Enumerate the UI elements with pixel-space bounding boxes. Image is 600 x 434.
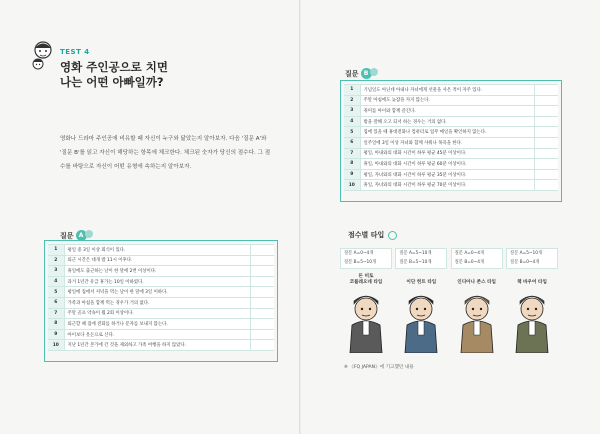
checkbox-cell[interactable] (250, 276, 274, 287)
question-number: 7 (48, 308, 64, 319)
question-text: 일주일에 3일 이상 자녀와 함께 샤워나 목욕을 한다. (360, 137, 534, 148)
type-label (451, 272, 503, 286)
question-text: 주말 아침에도 늦잠을 자지 않는다. (360, 95, 534, 106)
question-number: 10 (344, 180, 360, 191)
question-text: 과거 1년간 유급 휴가는 10일 이하였다. (64, 276, 250, 287)
question-text: 아이보다 옷돈으로 산다. (64, 329, 250, 340)
question-text: 퇴근할 때 집에 전화를 하거나 문자를 보내지 않는다. (64, 319, 250, 330)
question-row (48, 297, 274, 308)
question-number: 4 (48, 276, 64, 287)
question-row (344, 169, 558, 180)
score-range-b: 질문 B=5~10개 (344, 259, 377, 265)
book-spine (299, 0, 301, 434)
soldier-dad-illustration (510, 287, 554, 353)
question-b-badge-dot (370, 68, 378, 76)
question-number: 1 (48, 245, 64, 256)
question-number: 5 (48, 287, 64, 298)
question-text: 휴일, 아내와의 대화 시간이 하루 평균 60분 이상이다. (360, 159, 534, 170)
question-row (48, 319, 274, 330)
question-text: 취미를 아이와 함께 즐긴다. (360, 106, 534, 117)
question-row (48, 255, 274, 266)
question-row (48, 308, 274, 319)
question-text: 퇴근 시간은 대개 밤 11시 이후다. (64, 255, 250, 266)
question-b-heading (345, 68, 378, 79)
question-number: 3 (48, 266, 64, 277)
question-number: 1 (344, 85, 360, 96)
question-text: 주말 골프 약속이 월 2회 이상이다. (64, 308, 250, 319)
type-card (395, 272, 447, 353)
question-number: 9 (48, 329, 64, 340)
question-row (344, 148, 558, 159)
question-number: 4 (344, 116, 360, 127)
score-cell (506, 248, 558, 269)
question-b-label: 질문 (345, 69, 359, 78)
checkbox-cell[interactable] (250, 340, 274, 351)
checkbox-cell[interactable] (250, 308, 274, 319)
type-label (395, 272, 447, 286)
type-row (340, 272, 558, 353)
type-card (506, 272, 558, 353)
question-a-badge: A (76, 230, 87, 241)
question-number: 6 (48, 297, 64, 308)
checkbox-cell[interactable] (534, 148, 558, 159)
question-a-table (48, 244, 274, 351)
score-range-a: 질문 A=0~4개 (344, 251, 374, 256)
question-row (48, 245, 274, 256)
question-row (48, 266, 274, 277)
title-line-1: 영화 주인공으로 치면 (60, 60, 168, 74)
checkbox-cell[interactable] (250, 255, 274, 266)
question-row (344, 95, 558, 106)
question-row (344, 106, 558, 117)
mafia-dad-illustration (344, 287, 388, 353)
question-row (48, 287, 274, 298)
mascot-icon (30, 40, 56, 72)
score-range-a: 질문 A=5~10개 (509, 251, 543, 256)
score-range-a: 질문 A=0~4개 (454, 251, 485, 256)
question-number: 9 (344, 169, 360, 180)
question-row (48, 276, 274, 287)
question-row (344, 180, 558, 191)
checkbox-cell[interactable] (250, 287, 274, 298)
question-number: 5 (344, 127, 360, 138)
question-number: 8 (344, 159, 360, 170)
question-a-label: 질문 (60, 231, 74, 240)
checkbox-cell[interactable] (534, 159, 558, 170)
checkbox-cell[interactable] (534, 169, 558, 180)
question-number: 2 (344, 95, 360, 106)
question-text: 평일에 집에서 저녁을 먹는 날이 한 달에 3일 이하다. (64, 287, 250, 298)
question-a-badge-dot (85, 230, 93, 238)
page-title (60, 60, 168, 90)
question-row (344, 159, 558, 170)
question-row (48, 329, 274, 340)
score-heading-label: 점수별 타입 (348, 231, 385, 239)
question-number: 8 (48, 319, 64, 330)
question-text: 지난 1년간 본가에 간 것을 제외하고 가족 여행을 하지 않았다. (64, 340, 250, 351)
question-number: 6 (344, 137, 360, 148)
checkbox-cell[interactable] (534, 106, 558, 117)
question-text: 집에 있을 때 휴대전화나 컴퓨터로 업무 메일을 확인하지 않는다. (360, 127, 534, 138)
question-row (344, 116, 558, 127)
test-label: TEST 4 (60, 48, 90, 56)
type-label-line2: 코를레오네 타입 (349, 280, 383, 285)
score-range-b: 질문 B=5~10개 (399, 259, 432, 265)
score-range-b: 질문 B=0~4개 (509, 259, 540, 265)
question-text: 평일, 자녀와의 대화 시간이 하루 평균 35분 이상이다. (360, 169, 534, 180)
checkbox-cell[interactable] (250, 245, 274, 256)
checkbox-cell[interactable] (534, 116, 558, 127)
type-card (340, 272, 392, 353)
score-cell (340, 248, 392, 269)
checkbox-cell[interactable] (250, 329, 274, 340)
ring-icon (388, 231, 397, 240)
type-label-line1: 책 바우어 타입 (517, 280, 547, 285)
title-line-2: 나는 어떤 아빠일까? (60, 75, 164, 89)
question-row (344, 127, 558, 138)
question-text: 밖을 잘해 오고 되서 하는 경우는 거의 없다. (360, 116, 534, 127)
checkbox-cell[interactable] (534, 137, 558, 148)
type-card (451, 272, 503, 353)
type-label (340, 272, 392, 286)
question-number: 7 (344, 148, 360, 159)
type-label (506, 272, 558, 286)
question-b-badge: B (361, 68, 372, 79)
agent-dad-illustration (399, 287, 443, 353)
question-row (48, 340, 274, 351)
type-label-line1: 인디아나 존스 타입 (457, 280, 496, 285)
checkbox-cell[interactable] (250, 297, 274, 308)
question-number: 2 (48, 255, 64, 266)
question-text: 휴일, 자녀와의 대화 시간이 하루 평균 70분 이상이다. (360, 180, 534, 191)
checkbox-cell[interactable] (534, 85, 558, 96)
question-text: 평일 중 3일 이상 회식이 있다. (64, 245, 250, 256)
checkbox-cell[interactable] (250, 266, 274, 277)
score-range-b: 질문 B=0~4개 (454, 259, 485, 265)
question-text: 휴일에도 출근하는 날이 한 달에 2번 이상이다. (64, 266, 250, 277)
checkbox-cell[interactable] (534, 95, 558, 106)
intro-paragraph: 영화나 드라마 주인공에 비유할 때 자신이 누구와 닮았는지 알아보자. 다음 '질문 A'와 '질문 B'를 읽고 자신이 해당하는 항목에 체크한다. 체크된 숫자가 당신의 점수다. 그 점수를 바탕으로 자신이 어떤 유형에 속하는지 알아보자. (60, 136, 271, 170)
score-cell (451, 248, 503, 269)
score-cell (395, 248, 447, 269)
question-row (344, 85, 558, 96)
explorer-dad-illustration (455, 287, 499, 353)
question-text: 기념일도 아닌데 아내나 자녀에게 선물을 사온 적이 자주 있다. (360, 85, 534, 96)
type-label-line1: 이단 헌트 타입 (406, 280, 437, 285)
checkbox-cell[interactable] (534, 180, 558, 191)
score-range-a: 질문 A=5~10개 (399, 251, 432, 256)
checkbox-cell[interactable] (250, 319, 274, 330)
checkbox-cell[interactable] (534, 127, 558, 138)
question-text: 평일, 아내와의 대화 시간이 하루 평균 45분 이상이다. (360, 148, 534, 159)
type-label-line1: 돈 비토 (358, 274, 374, 279)
footnote: ※ 《FQ JAPAN》에 기고했던 내용 (344, 365, 414, 370)
score-heading (348, 230, 397, 240)
question-number: 10 (48, 340, 64, 351)
question-text: 가족과 아침을 함께 먹는 경우가 거의 없다. (64, 297, 250, 308)
score-grid (340, 248, 558, 269)
question-number: 3 (344, 106, 360, 117)
question-b-table (344, 84, 558, 191)
question-row (344, 137, 558, 148)
